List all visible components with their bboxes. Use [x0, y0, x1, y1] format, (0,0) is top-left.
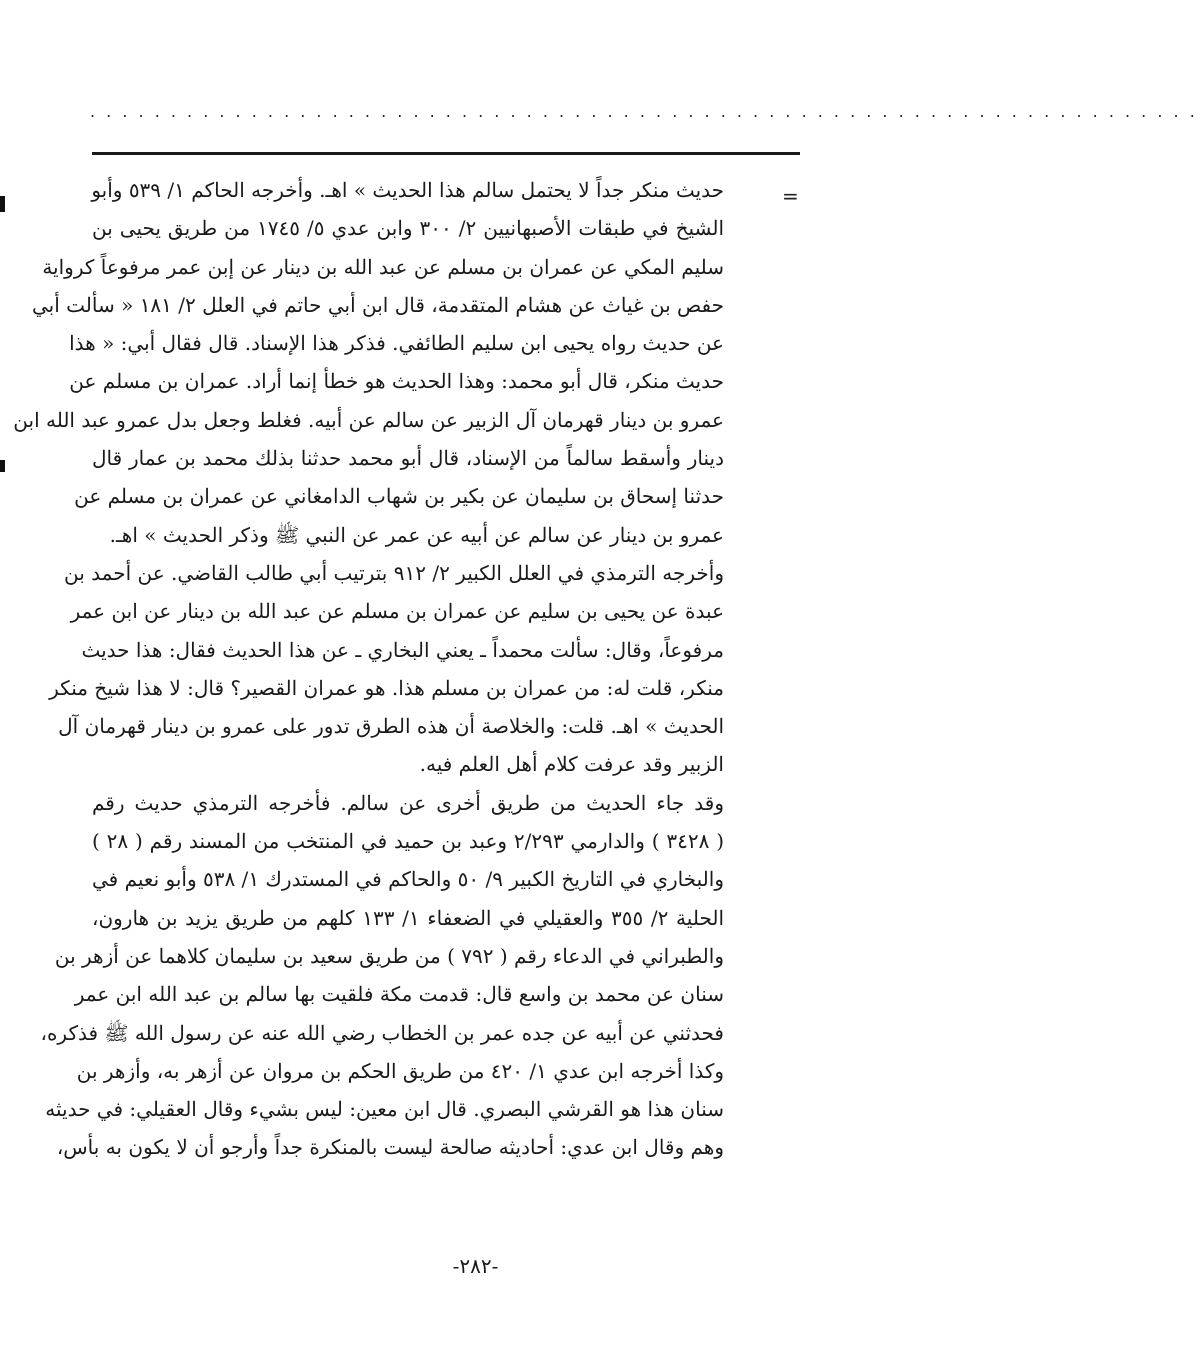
text-line: حدثنا إسحاق بن سليمان عن بكير بن شهاب الدامغاني عن عمران بن مسلم عن: [74, 484, 724, 509]
text-line: سليم المكي عن عمران بن مسلم عن عبد الله بن دينار عن إبن عمر مرفوعاً كرواية: [42, 254, 724, 279]
text-line: دينار وأسقط سالماً من الإسناد، قال أبو محمد حدثنا بذلك محمد بن عمار قال: [92, 446, 724, 471]
text-line: الحديث » اهـ. قلت: والخلاصة أن هذه الطرق تدور على عمرو بن دينار قهرمان آل: [58, 714, 724, 739]
text-line: مرفوعاً، وقال: سألت محمداً ـ يعني البخاري ـ عن هذا الحديث فقال: هذا حديث: [81, 637, 724, 662]
footnote-text: [13, 171, 725, 1167]
text-line: الشيخ في طبقات الأصبهانيين ٢/ ٣٠٠ وابن عدي ٥/ ١٧٤٥ من طريق يحيى بن: [92, 216, 725, 241]
header-dot-leader: . . . . . . . . . . . . . . . . . . . . . . . . . . . . . . . . . . . . . . . . . . . . . . . . . . . . . . . . . . . . . . . . . . . . .: [90, 102, 1198, 121]
text-line: سنان عن محمد بن واسع قال: قدمت مكة فلقيت بها سالم بن عبد الله ابن عمر: [74, 982, 724, 1007]
text-line: منكر، قلت له: من عمران بن مسلم هذا. هو عمران القصير؟ قال: لا هذا شيخ منكر: [49, 675, 724, 700]
text-line: الحلية ٢/ ٣٥٥ والعقيلي في الضعفاء ١/ ١٣٣ كلهم من طريق يزيد بن هارون،: [92, 905, 725, 930]
text-line: عمرو بن دينار قهرمان آل الزبير عن سالم عن أبيه. فغلط وجعل بدل عمرو عبد الله ابن: [13, 407, 724, 432]
text-line: حديث منكر جداً لا يحتمل سالم هذا الحديث » اهـ. وأخرجه الحاكم ١/ ٥٣٩ وأبو: [91, 178, 724, 202]
scan-edge-mark: [0, 460, 5, 472]
text-line: وكذا أخرجه ابن عدي ١/ ٤٢٠ من طريق الحكم بن مروان عن أزهر به، وأزهر بن: [76, 1058, 724, 1083]
text-line: وأخرجه الترمذي في العلل الكبير ٢/ ٩١٢ بترتيب أبي طالب القاضي. عن أحمد بن: [64, 560, 724, 585]
text-line: وهم وقال ابن عدي: أحاديثه صالحة ليست بالمنكرة جداً وأرجو أن لا يكون به بأس،: [56, 1135, 724, 1160]
page-number: -٢٨٢-: [452, 1254, 499, 1278]
text-line: والبخاري في التاريخ الكبير ٩/ ٥٠ والحاكم في المستدرك ١/ ٥٣٨ وأبو نعيم في: [91, 867, 724, 892]
text-line: حديث منكر، قال أبو محمد: وهذا الحديث هو خطأ إنما أراد. عمران بن مسلم عن: [69, 369, 724, 394]
scan-edge-mark: [0, 196, 5, 212]
text-line: حفص بن غياث عن هشام المتقدمة، قال ابن أبي حاتم في العلل ٢/ ١٨١ « سألت أبي: [32, 292, 724, 317]
text-line: ( ٣٤٢٨ ) والدارمي ٢/٢٩٣ وعبد بن حميد في المنتخب من المسند رقم ( ٢٨ ): [92, 829, 724, 854]
text-line: الزبير وقد عرفت كلام أهل العلم فيه.: [419, 752, 724, 777]
text-line: عن حديث رواه يحيى ابن سليم الطائفي. فذكر هذا الإسناد. قال فقال أبي: « هذا: [69, 331, 724, 356]
text-line: وقد جاء الحديث من طريق أخرى عن سالم. فأخرجه الترمذي حديث رقم: [92, 790, 724, 815]
text-line: والطبراني في الدعاء رقم ( ٧٩٢ ) من طريق سعيد بن سليمان كلاهما عن أزهر بن: [54, 943, 724, 968]
text-line: سنان هذا هو القرشي البصري. قال ابن معين: ليس بشيء وقال العقيلي: في حديثه: [45, 1097, 724, 1122]
text-line: فحدثني عن أبيه عن جده عمر بن الخطاب رضي الله عنه عن رسول الله ﷺ فذكره،: [40, 1020, 724, 1045]
text-line: عبدة عن يحيى بن سليم عن عمران بن مسلم عن عبد الله بن دينار عن ابن عمر: [70, 599, 724, 624]
footnote-continuation-mark: =: [782, 184, 799, 208]
header-rule: [92, 152, 800, 155]
text-line: عمرو بن دينار عن سالم عن أبيه عن عمر عن النبي ﷺ وذكر الحديث » اهـ.: [109, 522, 724, 547]
